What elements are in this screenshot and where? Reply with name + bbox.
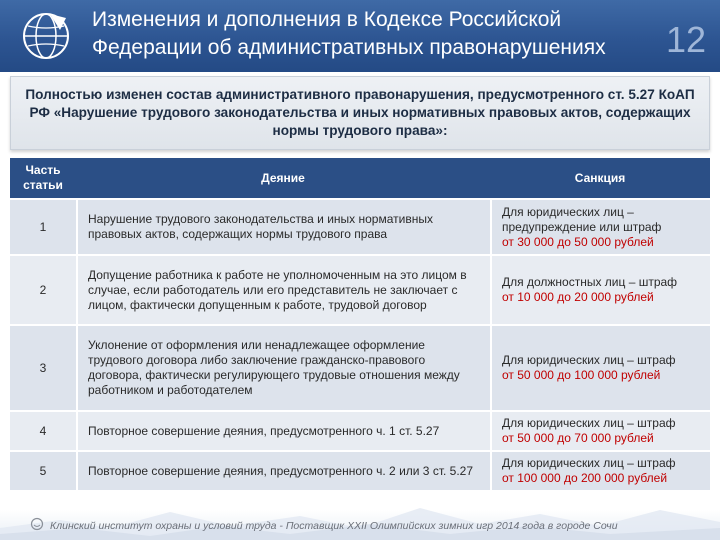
sanction-text: Для юридических лиц – предупреждение или штраф <box>502 204 662 234</box>
row-part: 3 <box>10 326 76 410</box>
sanction-amount: от 50 000 до 100 000 рублей <box>502 368 661 382</box>
slide-number: 12 <box>665 19 706 60</box>
row-sanction <box>490 326 710 410</box>
sanction-text: Для должностных лиц – штраф <box>502 275 678 289</box>
olympic-emblem-icon <box>30 517 44 531</box>
footer-text: Клинский институт охраны и условий труда - Поставщик XXII Олимпийских зимних игр 2014 года в городе Сочи <box>50 520 618 532</box>
header-sanction: Санкция <box>490 158 710 198</box>
globe-logo-icon <box>20 10 72 62</box>
table-header-row <box>10 158 710 198</box>
row-deed: Допущение работника к работе не уполномоченным на это лицом в случае, если работодатель или его представитель не заключает с лицом, фактически допущенным к работе, трудовой договор <box>76 256 490 324</box>
sanction-amount: от 100 000 до 200 000 рублей <box>502 471 668 485</box>
row-sanction <box>490 200 710 254</box>
row-part: 5 <box>10 452 76 490</box>
intro-box <box>10 76 710 150</box>
title-line-1: Изменения и дополнения в Кодексе Российской <box>92 8 562 31</box>
table-row <box>10 200 710 254</box>
row-deed: Повторное совершение деяния, предусмотренного ч. 2 или 3 ст. 5.27 <box>76 452 490 490</box>
row-sanction <box>490 412 710 450</box>
sanction-text: Для юридических лиц – штраф <box>502 353 676 367</box>
table-row <box>10 412 710 450</box>
penalties-table <box>10 156 710 492</box>
page-title <box>92 6 662 62</box>
table-row <box>10 326 710 410</box>
row-deed: Уклонение от оформления или ненадлежащее оформление трудового договора либо заключение гражданско-правового договора, фактически регулирующего трудовые отношения между работником и работодателем <box>76 326 490 410</box>
sanction-amount: от 50 000 до 70 000 рублей <box>502 431 654 445</box>
table-row <box>10 256 710 324</box>
row-deed: Нарушение трудового законодательства и иных нормативных правовых актов, содержащих нормы трудового права <box>76 200 490 254</box>
mountains-decoration-icon <box>0 498 720 540</box>
intro-text: Полностью изменен состав административного правонарушения, предусмотренного ст. 5.27 КоАП РФ «Нарушение трудового законодательства и иных нормативных правовых актов, содержащих нормы трудового права»: <box>25 87 695 138</box>
sanction-amount: от 10 000 до 20 000 рублей <box>502 290 654 304</box>
slide-header <box>0 0 720 72</box>
header-part: Часть статьи <box>10 158 76 198</box>
row-part: 4 <box>10 412 76 450</box>
row-sanction <box>490 256 710 324</box>
row-part: 1 <box>10 200 76 254</box>
row-deed: Повторное совершение деяния, предусмотренного ч. 1 ст. 5.27 <box>76 412 490 450</box>
sanction-amount: от 30 000 до 50 000 рублей <box>502 234 654 249</box>
sanction-text: Для юридических лиц – штраф <box>502 456 676 470</box>
row-sanction <box>490 452 710 490</box>
sanction-text: Для юридических лиц – штраф <box>502 416 676 430</box>
row-part: 2 <box>10 256 76 324</box>
header-deed: Деяние <box>76 158 490 198</box>
title-line-2: Федерации об административных правонарушениях <box>92 36 606 59</box>
table-row <box>10 452 710 490</box>
